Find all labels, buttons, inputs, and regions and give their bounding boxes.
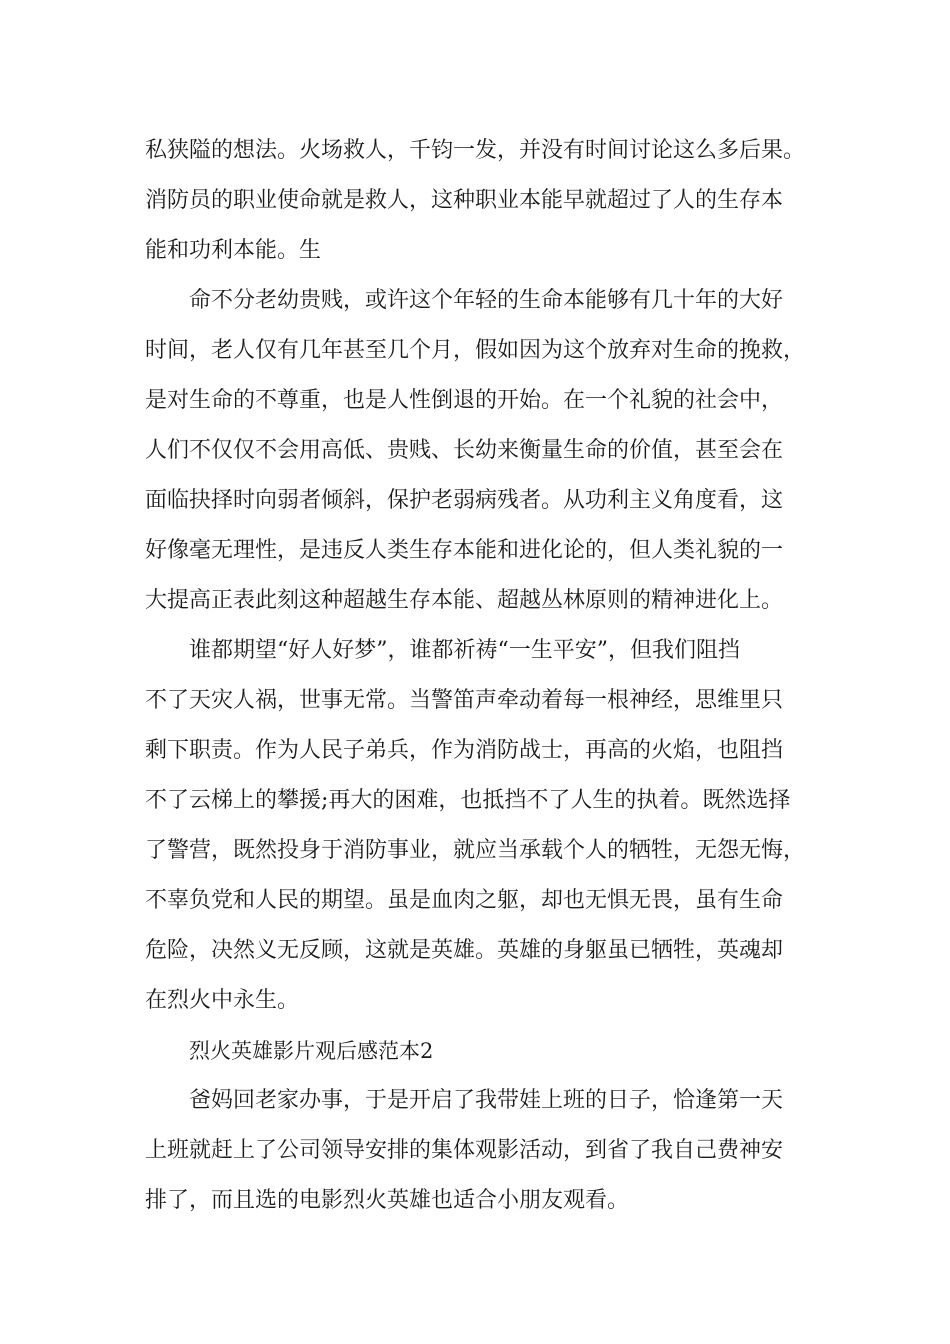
paragraph-3-line-1: 谁都期望“好人好梦”，谁都祈祷“一生平安”，但我们阻挡	[189, 638, 740, 663]
paragraph-2-line-3: 是对生命的不尊重，也是人性倒退的开始。在一个礼貌的社会中，	[145, 388, 784, 413]
paragraph-1-line-3: 能和功利本能。生	[145, 238, 322, 263]
paragraph-4-line-1: 爸妈回老家办事，于是开启了我带娃上班的日子，恰逢第一天	[189, 1088, 784, 1113]
paragraph-1-line-2: 消防员的职业使命就是救人，这种职业本能早就超过了人的生存本	[145, 188, 784, 213]
paragraph-3-line-7: 危险，决然义无反顾，这就是英雄。英雄的身躯虽已牺牲，英魂却	[145, 938, 784, 963]
paragraph-4-line-3: 排了，而且选的电影烈火英雄也适合小朋友观看。	[145, 1188, 630, 1213]
section-heading: 烈火英雄影片观后感范本2	[189, 1039, 434, 1063]
paragraph-2-line-2: 时间，老人仅有几年甚至几个月，假如因为这个放弃对生命的挽救，	[145, 338, 806, 363]
paragraph-3-line-4: 不了云梯上的攀援;再大的困难，也抵挡不了人生的执着。既然选择	[145, 788, 791, 813]
paragraph-3-line-8: 在烈火中永生。	[145, 988, 300, 1013]
paragraph-2-line-5: 面临抉择时向弱者倾斜，保护老弱病残者。从功利主义角度看，这	[145, 488, 784, 513]
paragraph-4-line-2: 上班就赶上了公司领导安排的集体观影活动，到省了我自己费神安	[145, 1138, 784, 1163]
paragraph-2-line-7: 大提高正表此刻这种超越生存本能、超越丛林原则的精神进化上。	[145, 588, 784, 613]
paragraph-2-line-4: 人们不仅仅不会用高低、贵贱、长幼来衡量生命的价值，甚至会在	[145, 438, 784, 463]
paragraph-3-line-5: 了警营，既然投身于消防事业，就应当承载个人的牺牲，无怨无悔，	[145, 838, 806, 863]
paragraph-3-line-3: 剩下职责。作为人民子弟兵，作为消防战士，再高的火焰，也阻挡	[145, 738, 784, 763]
paragraph-2-line-1: 命不分老幼贵贱，或许这个年轻的生命本能够有几十年的大好	[189, 288, 784, 313]
paragraph-3-line-6: 不辜负党和人民的期望。虽是血肉之躯，却也无惧无畏，虽有生命	[145, 888, 784, 913]
paragraph-3-line-2: 不了天灾人祸，世事无常。当警笛声牵动着每一根神经，思维里只	[145, 688, 784, 713]
paragraph-2-line-6: 好像毫无理性，是违反人类生存本能和进化论的，但人类礼貌的一	[145, 538, 784, 563]
paragraph-1-line-1: 私狭隘的想法。火场救人，千钧一发，并没有时间讨论这么多后果。	[145, 138, 806, 163]
